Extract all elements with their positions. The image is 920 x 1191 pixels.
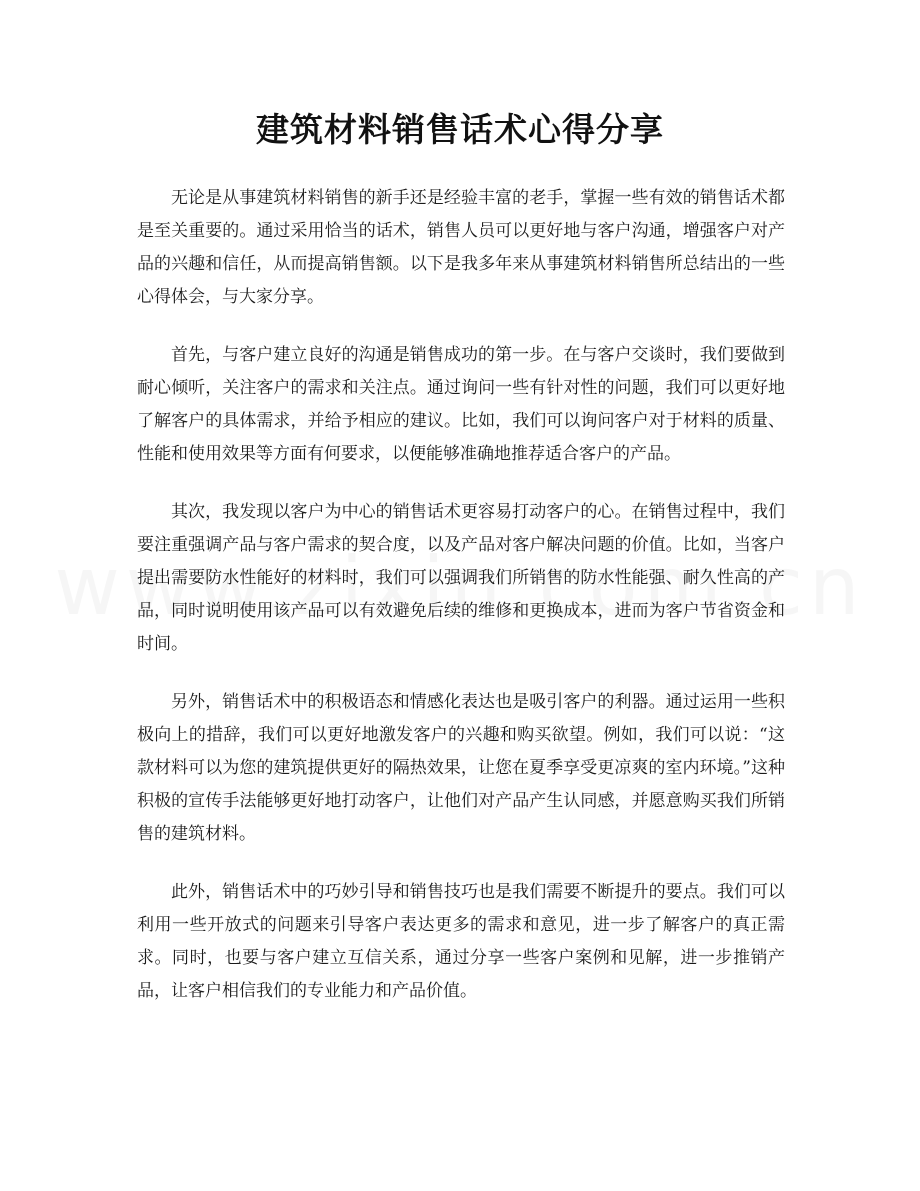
- paragraph-3: 其次，我发现以客户为中心的销售话术更容易打动客户的心。在销售过程中，我们要注重强调产品与客户需求的契合度，以及产品对客户解决问题的价值。比如，当客户提出需要防水性能好的材料时，我们可以强调我们所销售的防水性能强、耐久性高的产品，同时说明使用该产品可以有效避免后续的维修和更换成本，进而为客户节省资金和时间。: [137, 502, 785, 654]
- document-body: [137, 182, 785, 1033]
- paragraph-2: 首先，与客户建立良好的沟通是销售成功的第一步。在与客户交谈时，我们要做到耐心倾听，关注客户的需求和关注点。通过询问一些有针对性的问题，我们可以更好地了解客户的具体需求，并给予相应的建议。比如，我们可以询问客户对于材料的质量、性能和使用效果等方面有何要求，以便能够准确地推荐适合客户的产品。: [137, 345, 785, 464]
- paragraph-5: 此外，销售话术中的巧妙引导和销售技巧也是我们需要不断提升的要点。我们可以利用一些开放式的问题来引导客户表达更多的需求和意见，进一步了解客户的真正需求。同时，也要与客户建立互信关系，通过分享一些客户案例和见解，进一步推销产品，让客户相信我们的专业能力和产品价值。: [137, 882, 785, 1001]
- document-title: 建筑材料销售话术心得分享: [256, 110, 664, 149]
- paragraph-4: 另外，销售话术中的积极语态和情感化表达也是吸引客户的利器。通过运用一些积极向上的措辞，我们可以更好地激发客户的兴趣和购买欲望。例如，我们可以说：“这款材料可以为您的建筑提供更好的隔热效果，让您在夏季享受更凉爽的室内环境。”这种积极的宣传手法能够更好地打动客户，让他们对产品产生认同感，并愿意购买我们所销售的建筑材料。: [137, 692, 785, 844]
- paragraph-1: 无论是从事建筑材料销售的新手还是经验丰富的老手，掌握一些有效的销售话术都是至关重要的。通过采用恰当的话术，销售人员可以更好地与客户沟通，增强客户对产品的兴趣和信任，从而提高销售额。以下是我多年来从事建筑材料销售所总结出的一些心得体会，与大家分享。: [137, 188, 785, 307]
